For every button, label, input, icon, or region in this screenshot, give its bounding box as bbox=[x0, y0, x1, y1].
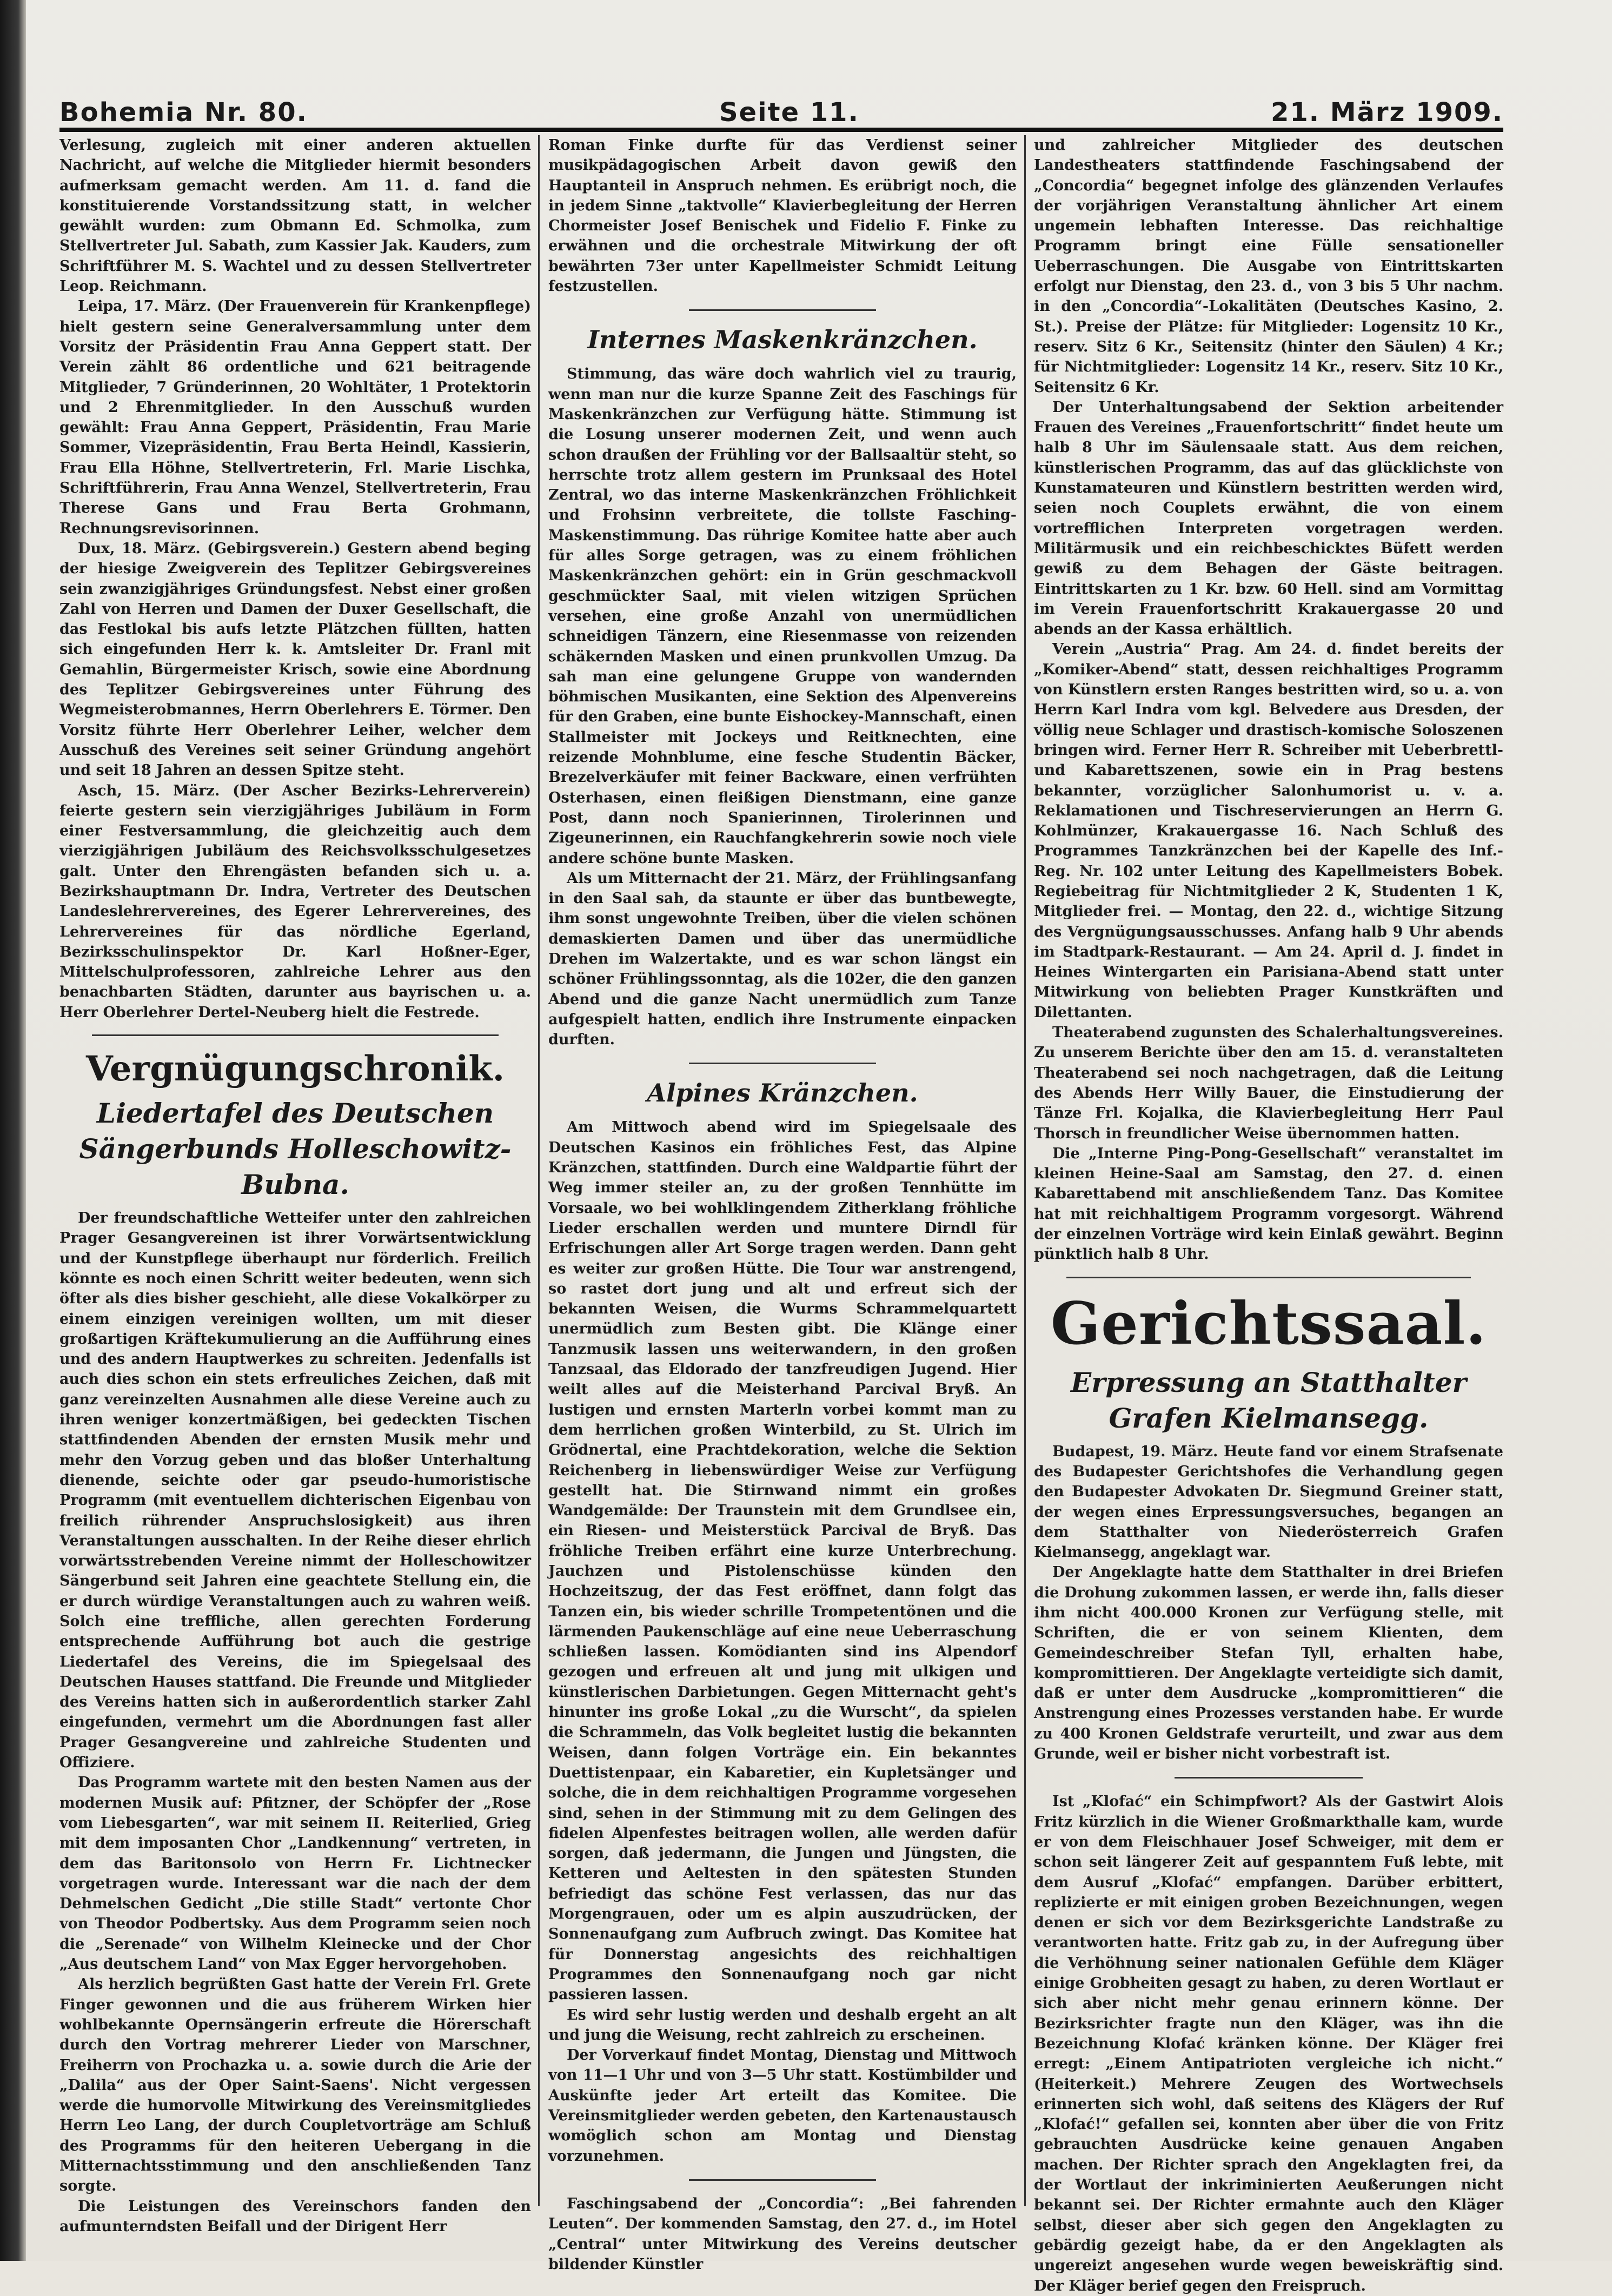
column-3 bbox=[1034, 135, 1503, 2294]
article-paragraph: Leipa, 17. März. (Der Frauenverein für Krankenpflege) hielt gestern seine Generalversammlung unter dem Vorsitz der Präsidentin Frau Anna Geppert statt. Der Verein zählt 86 ordentliche und 621 beitragende Mitglieder, 7 Gründerinnen, 20 Wohltäter, 1 Protektorin und 2 Ehrenmitglieder. In den Ausschuß wurden gewählt: Frau Anna Geppert, Präsidentin, Frau Marie Sommer, Vizepräsidentin, Frau Berta Heindl, Kassierin, Frau Ella Höhne, Stellvertreterin, Frl. Marie Lischka, Schriftführerin, Frau Anna Wenzel, Stellvertreterin, Frau Therese Gans und Frau Berta Grohmann, Rechnungsrevisorinnen. bbox=[59, 298, 531, 537]
header-date: 21. März 1909. bbox=[1270, 97, 1503, 128]
section-divider bbox=[1066, 1277, 1471, 1278]
section-divider bbox=[92, 1034, 499, 1036]
article-divider bbox=[689, 2179, 876, 2181]
article-divider bbox=[1175, 1777, 1363, 1779]
book-binding-shadow bbox=[0, 0, 26, 2261]
article-paragraph: Am Mittwoch abend wird im Spiegelsaale des Deutschen Kasinos ein fröhliches Fest, das Alpine Kränzchen, stattfinden. Durch eine Waldpartie führt der Weg immer steiler an, zu der großen Tennhütte im Vorsaale, wo bei wohlklingendem Zitherklang fröhliche Lieder erschallen werden und muntere Dirndl für Erfrischungen aller Art Sorge tragen werden. Dann geht es weiter zur großen Hütte. Die Tour war anstrengend, so rastet dort jung und alt und erfreut sich der bekannten Weisen, die Wurms Schrammelquartett unermüdlich zum Besten gibt. Die Klänge einer Tanzmusik lassen uns weiterwandern, in den großen Tanzsaal, das Eldorado der tanzfreudigen Jugend. Hier weilt alles auf die Meisterhand Parcival Bryß. An lustigen und ernsten Marterln vorbei kommt man zu dem herrlichen großen Winterbild, zu St. Ulrich im Grödnertal, eine Prachtdekoration, welche die Sektion Reichenberg in liebenswürdiger Weise zur Verfügung gestellt hat. Die Stirnwand nimmt ein großes Wandgemälde: Der Traunstein mit dem Grundlsee ein, ein Riesen- und Meisterstück Parcival de Bryß. Das fröhliche Treiben erfährt eine kurze Unterbrechung. Jauchzen und Pistolenschüsse künden den Hochzeitszug, der das Fest eröffnet, dann folgt das Tanzen ein, bis wieder schrille Trompetentönen und die lärmenden Paukenschläge auf eine neue Ueberraschung schließen lassen. Komödianten sind ins Alpendorf gezogen und erfreuen alt und jung mit ulkigen und künstlerischen Darbietungen. Gegen Mitternacht geht's hinunter ins große Lokal „zu die Wurscht“, da spielen die Schrammeln, das Volk begleitet lustig die bekannten Weisen, dann folgen Vorträge ein. Ein bekanntes Duettistenpaar, ein Kabaretier, ein Kupletsänger und solche, die in dem reichhaltigen Programme vorgesehen sind, sehen in der Stimmung mit zu dem Gelingen des fidelen Alpenfestes beitragen wollen, alle werden dafür sorgen, daß jedermann, die Jungen und Jüngsten, die Ketteren und Aeltesten in den spätesten Stunden befriedigt das schöne Fest verlassen, das nur das Morgengrauen, oder um es alpin auszudrücken, der Sonnenaufgang zum Aufbruch zwingt. Das Komitee hat für Donnerstag angesichts des reichhaltigen Programmes den Sonnenaufgang noch gar nicht passieren lassen. bbox=[548, 1119, 1017, 2003]
article-paragraph: Der Unterhaltungsabend der Sektion arbeitender Frauen des Vereines „Frauenfortschritt“ findet heute um halb 8 Uhr im Säulensaale statt. Aus dem reichen, künstlerischen Programm, das auf das glücklichste von Kunstamateuren und Künstlern bestritten werden wird, seien noch Couplets erwähnt, die von einem vortrefflichen Interpreten vorgetragen werden. Militärmusik und ein reichbeschicktes Büfett werden gewiß zu dem Behagen der Gäste beitragen. Eintrittskarten zu 1 Kr. bzw. 60 Hell. sind am Vormittag im Verein Frauenfortschritt Krakauergasse 20 und abends an der Kassa erhältlich. bbox=[1034, 399, 1503, 638]
article-paragraph: und zahlreicher Mitglieder des deutschen Landestheaters stattfindende Faschingsabend der „Concordia“ begegnet infolge des glänzenden Verlaufes der vorjährigen Veranstaltung ähnlicher Art einem ungemein lebhaften Interesse. Das reichhaltige Programm bringt eine Fülle sensationeller Ueberraschungen. Die Ausgabe von Eintrittskarten erfolgt nur Dienstag, den 23. d., von 3 bis 5 Uhr nachm. in den „Concordia“-Lokalitäten (Deutsches Kasino, 2. St.). Preise der Plätze: für Mitglieder: Logensitz 10 Kr., reserv. Sitz 6 Kr., Seitensitz (hinter den Säulen) 4 Kr.; für Nichtmitglieder: Logensitz 14 Kr., reserv. Sitz 10 Kr., Seitensitz 6 Kr. bbox=[1034, 137, 1503, 396]
article-heading-liedertafel: Liedertafel des Deutschen Sängerbunds Holleschowitz-Bubna. bbox=[79, 1097, 512, 1201]
article-paragraph: Dux, 18. März. (Gebirgsverein.) Gestern abend beging der hiesige Zweigverein des Teplitzer Gebirgsvereines sein zwanzigjähriges Gründungsfest. Nebst einer großen Zahl von Herren und Damen der Duxer Gesellschaft, die das Festlokal bis aufs letzte Plätzchen füllten, hatten sich eingefunden Herr k. k. Amtsleiter Dr. Franl mit Gemahlin, Bürgermeister Krisch, sowie eine Abordnung des Teplitzer Gebirgsvereines unter Führung des Wegmeisterobmannes, Herrn Oberlehrers E. Törmer. Den Vorsitz führte Herr Oberlehrer Leiher, welcher dem Ausschuß des Vereines seit seiner Gründung angehört und seit 18 Jahren an dessen Spitze steht. bbox=[59, 540, 531, 779]
article-paragraph: Der freundschaftliche Wetteifer unter den zahlreichen Prager Gesangvereinen ist ihrer Vorwärtsentwicklung und der Kunstpflege überhaupt nur förderlich. Freilich könnte es noch einen Schritt weiter bedeuten, wenn sich öfter als dies bisher geschieht, alle diese Vokalkörper zu einem einzigen vereinigen wollten, um mit dieser großartigen Kräftekumulierung an die Aufführung eines und des andern Hauptwerkes zu schreiten. Jedenfalls ist auch dies schon ein stets erfreuliches Zeichen, daß mit ganz vereinzelten Ausnahmen alle diese Vereine auch zu ihren weniger konzertmäßigen, bei gedeckten Tischen stattfindenden Abenden der ernsten Musik mehr und mehr den Vorzug geben und das bloßer Unterhaltung dienende, seichte oder gar pseudo-humoristische Programm (mit eventuellem dichterischen Eigenbau von freilich rührender Anspruchslosigkeit) aus ihren Veranstaltungen ausschalten. In der Reihe dieser ehrlich vorwärtsstrebenden Vereine nimmt der Holleschowitzer Sängerbund seit Jahren eine geachtete Stellung ein, die er durch würdige Veranstaltungen auch zu wahren weiß. Solch eine treffliche, allen gerechten Forderung entsprechende Aufführung bot auch die gestrige Liedertafel des Vereins, die im Spiegelsaal des Deutschen Hauses stattfand. Die Freunde und Mitglieder des Vereins hatten sich in außerordentlich starker Zahl eingefunden, vermehrt um die Abordnungen fast aller Prager Gesangvereine und zahlreiche Studenten und Offiziere. bbox=[59, 1210, 531, 1771]
article-paragraph: Es wird sehr lustig werden und deshalb ergeht an alt und jung die Weisung, recht zahlreich zu erscheinen. bbox=[548, 2006, 1017, 2043]
article-paragraph: Budapest, 19. März. Heute fand vor einem Strafsenate des Budapester Gerichtshofes die Verhandlung gegen den Budapester Advokaten Dr. Siegmund Greiner statt, der wegen eines Erpressungsversuches, begangen an dem Statthalter von Niederösterreich Grafen Kielmansegg, angeklagt war. bbox=[1034, 1443, 1503, 1561]
article-paragraph: Als um Mitternacht der 21. März, der Frühlingsanfang in den Saal sah, da staunte er über das buntbewegte, ihm sonst ungewohnte Treiben, über die vielen schönen demaskierten Damen und über das unermüdliche Drehen im Walzertakte, und es war schon längst ein schöner Frühlingssonntag, als die 102er, die den ganzen Abend und die ganze Nacht unermüdlich zum Tanze aufgespielt hatten, endlich ihre Instrumente einpacken durften. bbox=[548, 870, 1017, 1049]
article-paragraph: Der Angeklagte hatte dem Statthalter in drei Briefen die Drohung zukommen lassen, er werde ihn, falls dieser ihm nicht 400.000 Kronen zur Verfügung stelle, mit Schriften, die er von seinem Klienten, dem Gemeindeschreiber Stefan Tyll, erhalten habe, kompromittieren. Der Angeklagte verteidigte sich damit, daß er unter dem Ausdrucke „kompromittieren“ die Anstrengung eines Prozesses verstanden habe. Er wurde zu 400 Kronen Geldstrafe verurteilt, und zwar aus dem Grunde, weil er bisher nicht vorbestraft ist. bbox=[1034, 1564, 1503, 1763]
column-1 bbox=[59, 135, 531, 2235]
article-heading-internes-maskenkraenzchen: Internes Maskenkränzchen. bbox=[587, 325, 978, 355]
article-paragraph: Verein „Austria“ Prag. Am 24. d. findet bereits der „Komiker-Abend“ statt, dessen reichhaltiges Programm von Künstlern ersten Ranges bestritten wird, so u. a. von Herrn Karl Indra vom kgl. Belvedere aus Dresden, der völlig neue Schlager und drastisch-komische Soloszenen bringen wird. Ferner Herr R. Schreiber mit Ueberbrettl- und Kabarettszenen, sowie ein in Prag bestens bekannter, vorzüglicher Salonhumorist u. v. a. Reklamationen und Tischreservierungen an Herrn G. Kohlmünzer, Krakauergasse 16. Nach Schluß des Programmes Tanzkränzchen bei der Kapelle des Inf.-Reg. Nr. 102 unter Leitung des Kapellmeisters Bobek. Regiebeitrag für Nichtmitglieder 2 K, Studenten 1 K, Mitglieder frei. — Montag, den 22. d., wichtige Sitzung des Vergnügungsausschusses. Anfang halb 9 Uhr abends im Stadtpark-Restaurant. — Am 24. April d. J. findet in Heines Wintergarten ein Parisiana-Abend statt unter Mitwirkung von beliebten Prager Kunstkräften und Dilettanten. bbox=[1034, 641, 1503, 1021]
article-paragraph: Theaterabend zugunsten des Schalerhaltungsvereines. Zu unserem Berichte über den am 15. d. veranstalteten Theaterabend sei noch nachgetragen, daß die Leitung des Abends Herr Willy Bauer, die Einstudierung der Tänze Frl. Kojalka, die Klavierbegleitung Herr Paul Thorsch in freundlicher Weise übernommen hatten. bbox=[1034, 1024, 1503, 1142]
article-paragraph: Faschingsabend der „Concordia“: „Bei fahrenden Leuten“. Der kommenden Samstag, den 27. d., im Hotel „Central“ unter Mitwirkung des Vereins deutscher bildender Künstler bbox=[548, 2195, 1017, 2273]
article-paragraph: Ist „Klofać“ ein Schimpfwort? Als der Gastwirt Alois Fritz kürzlich in die Wiener Großmarkthalle kam, wurde er von dem Fleischhauer Josef Schweiger, mit dem er schon seit längerer Zeit auf gespanntem Fuß lebte, mit dem Ausruf „Klofać“ empfangen. Darüber erbittert, replizierte er mit einigen groben Bezeichnungen, wegen denen er sich vor dem Bezirksgerichte Landstraße zu verantworten hatte. Fritz gab zu, in der Aufregung über die Verhöhnung seiner nationalen Gefühle dem Kläger einige Grobheiten gesagt zu haben, zu deren Wortlaut er sich aber nicht mehr genau erinnern könne. Der Bezirksrichter fragte nun den Kläger, was ihn die Bezeichnung Klofać kränken könne. Der Kläger frei erregt: „Einem Antipatrioten vergleiche ich nicht.“ (Heiterkeit.) Mehrere Zeugen des Wortwechsels erinnerten sich wohl, daß seitens des Klägers der Ruf „Klofać!“ gefallen sei, konnten aber über die von Fritz gebrauchten Ausdrücke keine genauen Angaben machen. Der Richter sprach den Angeklagten frei, da der Wortlaut der inkriminierten Aeußerungen nicht bekannt sei. Der Richter ermahnte auch den Kläger selbst, dieser aber sich gegen den Angeklagten zu gebärdig gezeigt habe, da er den Angeklagten als ungereizt angesehen wurde wegen beweiskräftig sind. Der Kläger berief gegen den Freispruch. bbox=[1034, 1793, 1503, 2294]
page-header bbox=[59, 85, 1503, 132]
article-divider bbox=[689, 309, 876, 311]
article-heading-erpressung: Erpressung an Statthalter Grafen Kielmansegg. bbox=[1071, 1366, 1467, 1434]
article-paragraph: Das Programm wartete mit den besten Namen aus der modernen Musik auf: Pfitzner, der Schöpfer der „Rose vom Liebesgarten“, war mit seinem II. Reiterlied, Grieg mit dem imposanten Chor „Landkennung“ vertreten, in dem das Baritonsolo von Herrn Fr. Lichtnecker vorgetragen wurde. Interessant war die nach der dem Dehmelschen Gedicht „Die stille Stadt“ vertonte Chor von Theodor Podbertsky. Aus dem Programm seien noch die „Serenade“ von Wilhelm Kleinecke und der Chor „Aus deutschem Land“ von Max Egger hervorgehoben. bbox=[59, 1774, 531, 1973]
header-page-number: Seite 11. bbox=[719, 97, 859, 128]
column-2 bbox=[548, 135, 1017, 2273]
article-paragraph: Die Leistungen des Vereinschors fanden den aufmunterndsten Beifall und der Dirigent Herr bbox=[59, 2198, 531, 2235]
article-paragraph: Roman Finke durfte für das Verdienst seiner musikpädagogischen Arbeit davon gewiß den Hauptanteil in Anspruch nehmen. Es erübrigt noch, die in jedem Sinne „taktvolle“ Klavierbegleitung der Herren Chormeister Josef Benischek und Fidelio F. Finke zu erwähnen und die orchestrale Mitwirkung der oft bewährten 73er unter Kapellmeister Schmidt Leitung festzustellen. bbox=[548, 137, 1017, 295]
article-divider bbox=[689, 1063, 876, 1064]
article-paragraph: Als herzlich begrüßten Gast hatte der Verein Frl. Grete Finger gewonnen und die aus früherem Wirken hier wohlbekannte Opernsängerin erfreute die Hörerschaft durch den Vortrag mehrerer Lieder von Marschner, Freiherrn von Prochazka u. a. sowie durch die Arie der „Dalila“ aus der Oper Saint-Saens'. Nicht vergessen werde die humorvolle Mitwirkung des Vereinsmitgliedes Herrn Leo Lang, der durch Coupletvorträge am Schluß des Programms für den heiteren Uebergang in die Mitternachtsstimmung und den anschließenden Tanz sorgte. bbox=[59, 1976, 531, 2195]
article-paragraph: Der Vorverkauf findet Montag, Dienstag und Mittwoch von 11—1 Uhr und von 3—5 Uhr statt. Kostümbilder und Auskünfte jeder Art erteilt das Komitee. Die Vereinsmitglieder werden gebeten, den Kartenaustausch womöglich schon am Montag und Dienstag vorzunehmen. bbox=[548, 2047, 1017, 2165]
section-heading-vergnuegungschronik: Vergnügungschronik. bbox=[86, 1049, 505, 1090]
columns-container bbox=[59, 135, 1503, 2294]
article-paragraph: Verlesung, zugleich mit einer anderen aktuellen Nachricht, auf welche die Mitglieder hiermit besonders aufmerksam gemacht werden. Am 11. d. fand die konstituierende Vorstandssitzung statt, in welcher gewählt wurden: zum Obmann Ed. Schmolka, zum Stellvertreter Jul. Sabath, zum Kassier Jak. Kauders, zum Schriftführer M. S. Wachtel und zu dessen Stellvertreter Leop. Reichmann. bbox=[59, 137, 531, 295]
article-paragraph: Die „Interne Ping-Pong-Gesellschaft“ veranstaltet im kleinen Heine-Saal am Samstag, den 27. d. einen Kabarettabend mit anschließendem Tanz. Das Komitee hat mit reichhaltigem Programm vorgesorgt. Während der einzelnen Vorträge wird kein Einlaß gewährt. Beginn pünktlich halb 8 Uhr. bbox=[1034, 1145, 1503, 1263]
header-issue: Bohemia Nr. 80. bbox=[59, 97, 308, 128]
column-rule-1 bbox=[538, 135, 540, 2206]
article-paragraph: Asch, 15. März. (Der Ascher Bezirks-Lehrerverein) feierte gestern sein vierzigjähriges Jubiläum in Form einer Festversammlung, die gleichzeitig auch dem vierzigjährigen Jubiläum des Reichsvolksschulgesetzes galt. Unter den Ehrengästen befanden sich u. a. Bezirkshauptmann Dr. Indra, Vertreter des Deutschen Landeslehrervereines, des Egerer Lehrervereines, des Lehrervereines für das nördliche Egerland, Bezirksschulinspektor Dr. Karl Hoßner-Eger, Mittelschulprofessoren, zahlreiche Lehrer aus den benachbarten Städten, darunter aus bayrischen u. a. Herr Oberlehrer Dertel-Neuberg hielt die Festrede. bbox=[59, 782, 531, 1021]
section-heading-gerichtssaal: Gerichtssaal. bbox=[1050, 1289, 1487, 1358]
article-paragraph: Stimmung, das wäre doch wahrlich viel zu traurig, wenn man nur die kurze Spanne Zeit des Faschings für Maskenkränzchen zur Verfügung hätte. Stimmung ist die Losung unserer modernen Zeit, und wenn auch schon draußen der Frühling vor der Ballsaaltür steht, so herrschte trotz allem gestern im Prunksaal des Hotel Zentral, wo das interne Maskenkränzchen Fröhlichkeit und Frohsinn verbreitete, die tollste Fasching-Maskenstimmung. Das rührige Komitee hatte aber auch für alles Sorge getragen, was zu einem fröhlichen Maskenkränzchen gehört: ein in Grün geschmackvoll geschmückter Saal, mit vielen witzigen Sprüchen versehen, eine große Anzahl von unermüdlichen schneidigen Tänzern, eine Riesenmasse von reizenden schäkernden Masken und einen prunkvollen Umzug. Da sah man eine gelungene Gruppe von wandernden böhmischen Musikanten, eine Sektion des Alpenvereins für den Graben, eine bunte Eishockey-Mannschaft, einen Stallmeister mit Jockeys und Reitknechten, eine reizende Mohnblume, eine fesche Studentin Bäcker, Brezelverkäufer mit feiner Backware, einen verfrühten Osterhasen, einen fleißigen Dienstmann, eine ganze Post, dann noch Spanierinnen, Tirolerinnen und Zigeunerinnen, ein Rauchfangkehrerin sowie noch viele andere schöne bunte Masken. bbox=[548, 366, 1017, 867]
article-heading-alpines-kraenzchen: Alpines Kränzchen. bbox=[647, 1078, 918, 1108]
column-rule-2 bbox=[1024, 135, 1026, 2206]
